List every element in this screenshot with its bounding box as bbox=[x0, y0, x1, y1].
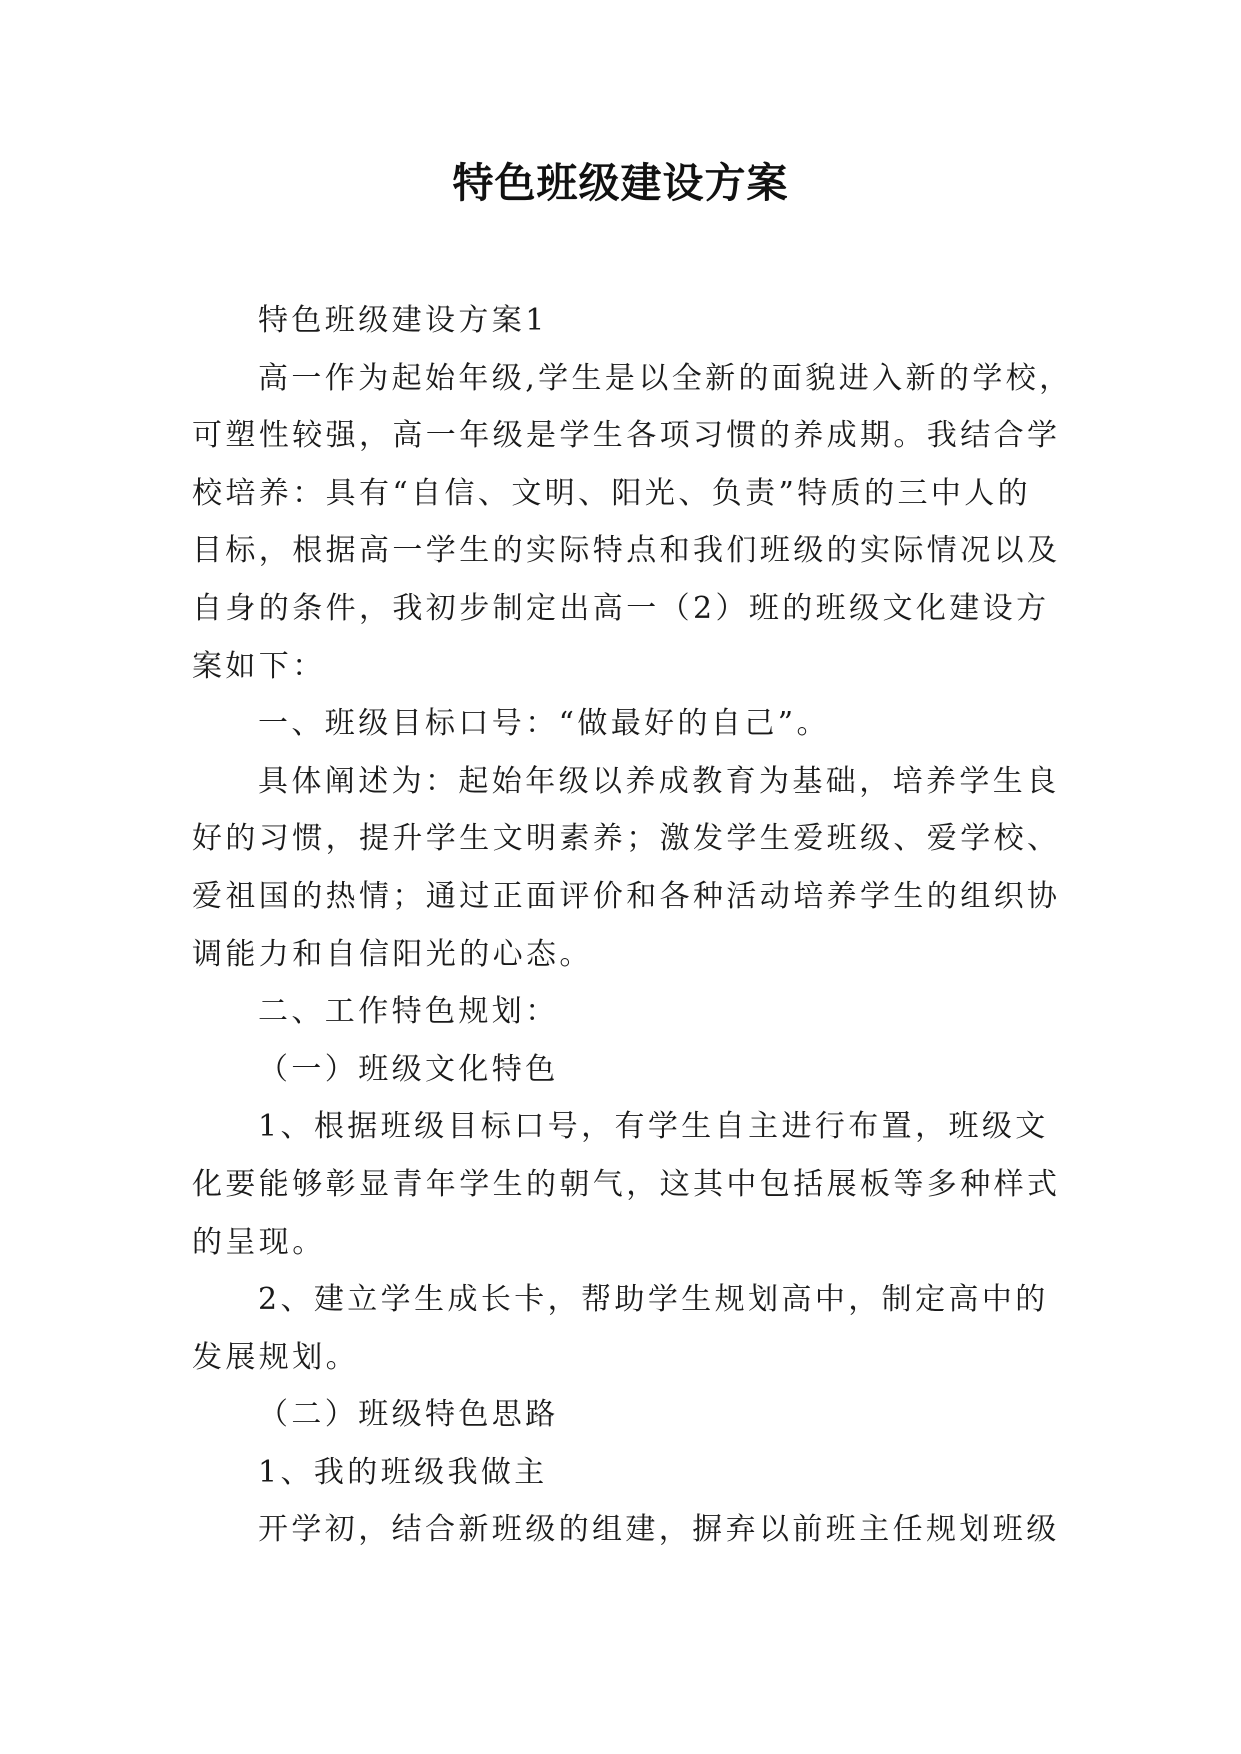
paragraph-line: 目标，根据高一学生的实际特点和我们班级的实际情况以及 bbox=[192, 533, 1061, 569]
paragraph-line: 高一作为起始年级,学生是以全新的面貌进入新的学校， bbox=[258, 360, 1073, 396]
paragraph-line: 好的习惯，提升学生文明素养；激发学生爱班级、爱学校、 bbox=[192, 821, 1061, 857]
paragraph-line: 自身的条件，我初步制定出高一（2）班的班级文化建设方 bbox=[192, 590, 1050, 626]
paragraph-line: 具体阐述为：起始年级以养成教育为基础，培养学生良 bbox=[258, 763, 1060, 799]
paragraph-line: 校培养：具有“自信、文明、阳光、负责”特质的三中人的 bbox=[192, 475, 1032, 511]
paragraph-line: 2、建立学生成长卡，帮助学生规划高中，制定高中的 bbox=[258, 1282, 1049, 1318]
section-heading: 特色班级建设方案1 bbox=[258, 303, 548, 338]
document-title: 特色班级建设方案 bbox=[452, 159, 789, 207]
paragraph-line: 爱祖国的热情；通过正面评价和各种活动培养学生的组织协 bbox=[192, 878, 1061, 914]
section-heading: 一、班级目标口号：“做最好的自己”。 bbox=[258, 706, 830, 742]
subsection-heading: （一）班级文化特色 bbox=[258, 1051, 559, 1087]
paragraph-line: 开学初，结合新班级的组建，摒弃以前班主任规划班级 bbox=[258, 1512, 1060, 1548]
paragraph-line: 化要能够彰显青年学生的朝气，这其中包括展板等多种样式 bbox=[192, 1166, 1061, 1202]
paragraph-line: 1、根据班级目标口号，有学生自主进行布置，班级文 bbox=[258, 1109, 1049, 1145]
paragraph-line: 调能力和自信阳光的心态。 bbox=[192, 936, 593, 972]
list-item-heading: 1、我的班级我做主 bbox=[258, 1454, 548, 1490]
paragraph-line: 的呈现。 bbox=[192, 1224, 326, 1260]
section-heading: 二、工作特色规划： bbox=[258, 994, 559, 1030]
paragraph-line: 发展规划。 bbox=[192, 1339, 359, 1375]
paragraph-line: 案如下： bbox=[192, 648, 326, 684]
document-body bbox=[192, 292, 1073, 1559]
paragraph-line: 可塑性较强，高一年级是学生各项习惯的养成期。我结合学 bbox=[192, 418, 1061, 454]
subsection-heading: （二）班级特色思路 bbox=[258, 1397, 559, 1433]
